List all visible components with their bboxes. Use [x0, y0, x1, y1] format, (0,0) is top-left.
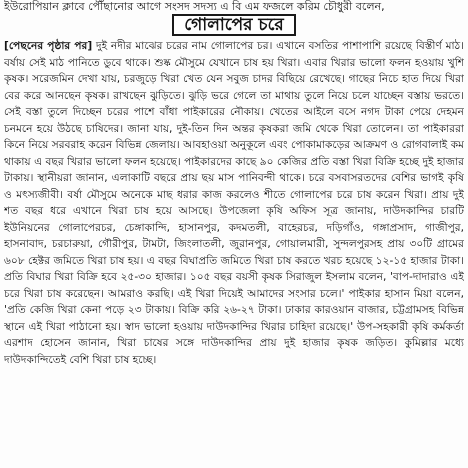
continued-from-label: [পেছনের পৃষ্ঠার পর]	[4, 40, 93, 52]
article-body-text: দুই নদীর মাঝের চরের নাম গোলাপের চর। এখানে বসতির পাশাপাশি রয়েছে বিস্তীর্ণ মাঠ। বর্ষায় সেই মাঠ পানিতে ডুবে থাকে। শুষ্ক মৌসুমে যেখানে চাষ হয় খিরা। এবার খিরার ভালো ফলন হওয়ায় খুশি কৃষক। সরেজমিন দেখা যায়, চরজুড়ে খিরা খেত যেন সবুজ চাদর বিছিয়ে রেখেছে। গাছের নিচে হাত দিয়ে খিরা বের করে আনছেন কৃষক। রাখছেন ঝুড়িতে। ঝুড়ি ভরে গেলে তা মাথায় তুলে নিয়ে চলে যাচ্ছেন বস্তায় ভরতে। সেই বস্তা তুলে দিচ্ছেন চরের পাশে বাঁধা পাইকারের নৌকায়। খেতের আইলে বসে নগদ টাকা পেয়ে দেহমন চনমনে হয়ে উঠছে চাষিদের। জানা যায়, দুই-তিন দিন অন্তর কৃষকরা জমি থেকে খিরা তোলেন। তা পাইকাররা কিনে নিয়ে সরবরাহ করেন বিভিন্ন জেলায়। আবহাওয়া অনুকূলে এবং পোকামাকড়ের আক্রমণ ও রোগবালাই কম থাকায় এ বছর খিরার ভালো ফলন হয়েছে। পাইকারদের কাছে ৯০ কেজির প্রতি বস্তা খিরা বিক্রি হচ্ছে দুই হাজার টাকায়। স্থানীয়রা জানান, এলাকাটি বছরে প্রায় ছয় মাস পানিবন্দী থাকে। চরে বসবাসরতদের বেশির ভাগই কৃষি ও মৎস্যজীবী। বর্ষা মৌসুমে অনেকে মাছ ধরার কাজ করলেও শীতে গোলাপের চরে চাষ করেন খিরা। প্রায় দুই শত বছর ধরে এখানে খিরা চাষ হয়ে আসছে। উপজেলা কৃষি অফিস সূত্র জানায়, দাউদকান্দির চারটি ইউনিয়নের গোলাপেরচর, চেঙ্গাকান্দি, হাসানপুর, কদমতলী, বাহেরচর, দড়িগাঁও, গঙ্গাপ্রসাদ, গাজীপুর, হাসনাবাদ, চরচারুয়া, গৌরীপুর, টামটা, জিংলাতলী, জুরানপুর, গোয়ালমারী, সুন্দলপুরসহ প্রায় ৩০টি গ্রামের ৬০৮ হেক্টর জমিতে খিরা চাষ হয়। এ বছর বিঘাপ্রতি জমিতে খিরা চাষ করতে খরচ হয়েছে ১২-১৫ হাজার টাকা। প্রতি বিঘার খিরা বিক্রি হবে ২৫-৩০ হাজার। ১০৫ বছর বয়সী কৃষক সিরাজুল ইসলাম বলেন, 'বাপ-দাদারাও এই চরে খিরা চাষ করেছেন। আমরাও করছি। এই খিরা দিয়েই আমাদের সংসার চলে।' পাইকার হাসান মিয়া বলেন, 'প্রতি কেজি খিরা কেনা পড়ে ২৩ টাকায়। বিক্রি করি ২৬-২৭ টাকা। ঢাকার কারওয়ান বাজার, চট্টগ্রামসহ বিভিন্ন স্থানে এই খিরা পাঠানো হয়। স্বাদ ভালো হওয়ায় দাউদকান্দির খিরার চাহিদা রয়েছে।' উপ-সহকারী কৃষি কর্মকর্তা এরশাদ হোসেন জানান, খিরা চাষের সঙ্গে দাউদকান্দির প্রায় দুই হাজার কৃষক জড়িত। কুমিল্লার মধ্যে দাউদকান্দিতেই বেশি খিরা চাষ হচ্ছে।	[4, 40, 464, 366]
article-body	[4, 38, 464, 466]
headline-wrapper	[0, 14, 468, 36]
article-paragraph	[4, 38, 464, 368]
previous-article-tail: ইউরোপিয়ান ক্লাবে পৌঁছানোর আগে সংসদ সদস্য এ বি এম ফজলে করিম চৌধুরী বলেন,	[4, 0, 385, 13]
article-headline: গোলাপের চরে	[172, 14, 296, 36]
